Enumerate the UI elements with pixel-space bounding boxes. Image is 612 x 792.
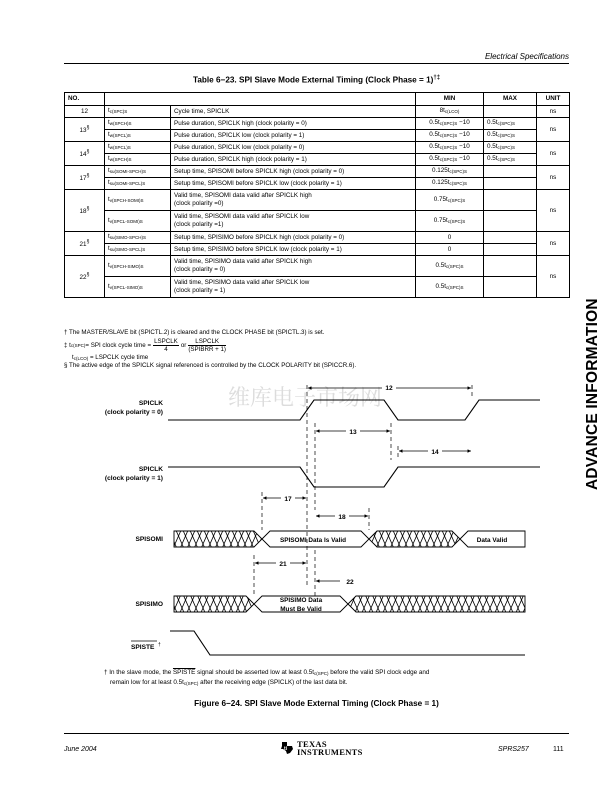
spisimo-hatch-right	[348, 596, 525, 612]
footnote-lco: $t_{c(LCO)}$ = LSPCLK cycle time	[72, 354, 149, 361]
spiclk-pol1-wave	[168, 467, 540, 487]
watermark: 维库电子市场网	[227, 386, 383, 411]
spisomi-hatch-left	[174, 531, 262, 547]
label-18: 18	[338, 514, 346, 521]
header-rule	[64, 63, 569, 64]
table-header-row	[65, 93, 570, 106]
table-footnotes	[64, 328, 569, 370]
col-no: NO.	[65, 93, 105, 106]
spisomi-hatch-mid	[369, 531, 460, 547]
figure-caption: Figure 6−24. SPI Slave Mode External Timing (Clock Phase = 1)	[194, 699, 439, 708]
table-row: $t_{v(SPCL-SIMO)S}$ Valid time, SPISIMO data valid after SPICLK low (clock polarity = 1) $0.5t_{c(SPC)S}$	[65, 277, 570, 298]
footer-date: June 2004	[64, 746, 97, 753]
col-max: MAX	[484, 93, 537, 106]
footer-rule	[64, 733, 569, 734]
label-14: 14	[431, 449, 439, 456]
spiclk-pol1-label: SPICLK	[138, 466, 163, 473]
footnote-dagger: † The MASTER/SLAVE bit (SPICTL.2) is cleared and the CLOCK PHASE bit (SPICTL.3) is set.	[64, 329, 325, 336]
table-title: Table 6−23. SPI Slave Mode External Timing (Clock Phase = 1)†‡	[192, 75, 441, 85]
footer-doc-id: SPRS257	[498, 746, 529, 753]
spiclk-pol0-sub: (clock polarity = 0)	[104, 409, 163, 416]
label-22: 22	[346, 579, 354, 586]
footnote-ddagger: ‡ t c(SPC) = SPI clock cycle time = $\frac{\text{LSPCLK}}{4}$ or $\frac{\text{LSPCLK}}{\text{(SPIBRR + 1)}}$	[64, 337, 226, 353]
spiste-label: SPISTE	[131, 644, 155, 651]
spisomi-label: SPISOMI	[135, 536, 163, 543]
spiste-wave	[170, 631, 525, 655]
label-21: 21	[279, 561, 287, 568]
table-row: 12 $t_{c(SPC)S}$ Cycle time, SPICLK $8t_{c(LCO)}$ ns	[65, 106, 570, 118]
table-row: $t_{v(SPCL-SOMI)S}$ Valid time, SPISOMI data valid after SPICLK low (clock polarity =1) $0.75t_{c(SPC)S}$	[65, 211, 570, 232]
svg-text:†: †	[158, 642, 161, 648]
figure-footnote: † In the slave mode, the SPISTE signal should be asserted low at least $0.5t_{c(SPC)}$ before the valid SPI clock edge and remain low for at least $0.5t_{c(SPC)}$ after the receiving edge (SPICLK) of the last data bit.	[104, 669, 430, 686]
spisimo-valid-text-1: SPISIMO Data	[279, 597, 323, 604]
col-min: MIN	[416, 93, 484, 106]
table-row: $t_{w(SPCL)S}$ Pulse duration, SPICLK low (clock polarity = 1) $0.5t_{c(SPC)S} -10$ $0.5t_{c(SPC)S}$	[65, 130, 570, 142]
timing-diagram	[0, 375, 612, 665]
spiclk-pol0-label: SPICLK	[138, 400, 163, 407]
label-13: 13	[349, 429, 357, 436]
label-12: 12	[385, 385, 393, 392]
section-title: Electrical Specifications	[484, 52, 569, 61]
advance-information-label: ADVANCE INFORMATION	[584, 298, 601, 490]
footnote-section: § The active edge of the SPICLK signal referenced is controlled by the CLOCK POLARITY bit (SPICCR.6).	[64, 362, 357, 369]
table-row: 21§ $t_{su(SIMO-SPCH)S}$ Setup time, SPISIMO before SPICLK high (clock polarity = 0) 0 ns	[65, 232, 570, 244]
table-row: $t_{su(SOMI-SPCL)S}$ Setup time, SPISOMI before SPICLK low (clock polarity = 1) $0.125t_{c(SPC)S}$	[65, 178, 570, 190]
label-17: 17	[284, 496, 292, 503]
table-row: 17§ $t_{su(SOMI-SPCH)S}$ Setup time, SPISOMI before SPICLK high (clock polarity = 0) $0.125t_{c(SPC)S}$ ns	[65, 166, 570, 178]
ti-logo: ti TEXAS INSTRUMENTS	[280, 740, 363, 756]
table-row: 14§ $t_{w(SPCL)S}$ Pulse duration, SPICLK low (clock polarity = 0) $0.5t_{c(SPC)S} -10$ $0.5t_{c(SPC)S}$ ns	[65, 142, 570, 154]
spiclk-pol1-sub: (clock polarity = 1)	[104, 475, 163, 482]
col-unit: UNIT	[537, 93, 570, 106]
table-row: 18§ $t_{v(SPCH-SOMI)S}$ Valid time, SPISOMI data valid after SPICLK high (clock polarity =0) $0.75t_{c(SPC)S}$ ns	[65, 190, 570, 211]
table-row: 22§ $t_{v(SPCH-SIMO)S}$ Valid time, SPISIMO data valid after SPICLK high (clock polarity = 0) $0.5t_{c(SPC)S}$ ns	[65, 256, 570, 277]
spisimo-valid-text-2: Must Be Valid	[280, 606, 322, 613]
svg-text:ti: ti	[284, 746, 288, 752]
footer-page-number: 111	[553, 746, 564, 753]
spisomi-valid-text: SPISOMI Data Is Valid	[279, 537, 347, 544]
timing-table	[64, 92, 570, 298]
spisimo-label: SPISIMO	[135, 601, 163, 608]
texas-state-icon	[280, 741, 294, 755]
table-row: $t_{w(SPCH)S}$ Pulse duration, SPICLK high (clock polarity = 1) $0.5t_{c(SPC)S} -10$ $0.5t_{c(SPC)S}$	[65, 154, 570, 166]
data-valid-text: Data Valid	[476, 537, 508, 544]
table-row: $t_{su(SIMO-SPCL)S}$ Setup time, SPISIMO before SPICLK low (clock polarity = 1) 0	[65, 244, 570, 256]
spisimo-hatch-left	[174, 596, 254, 612]
table-row: 13§ $t_{w(SPCH)S}$ Pulse duration, SPICLK high (clock polarity = 0) $0.5t_{c(SPC)S} -10$ $0.5t_{c(SPC)S}$ ns	[65, 118, 570, 130]
